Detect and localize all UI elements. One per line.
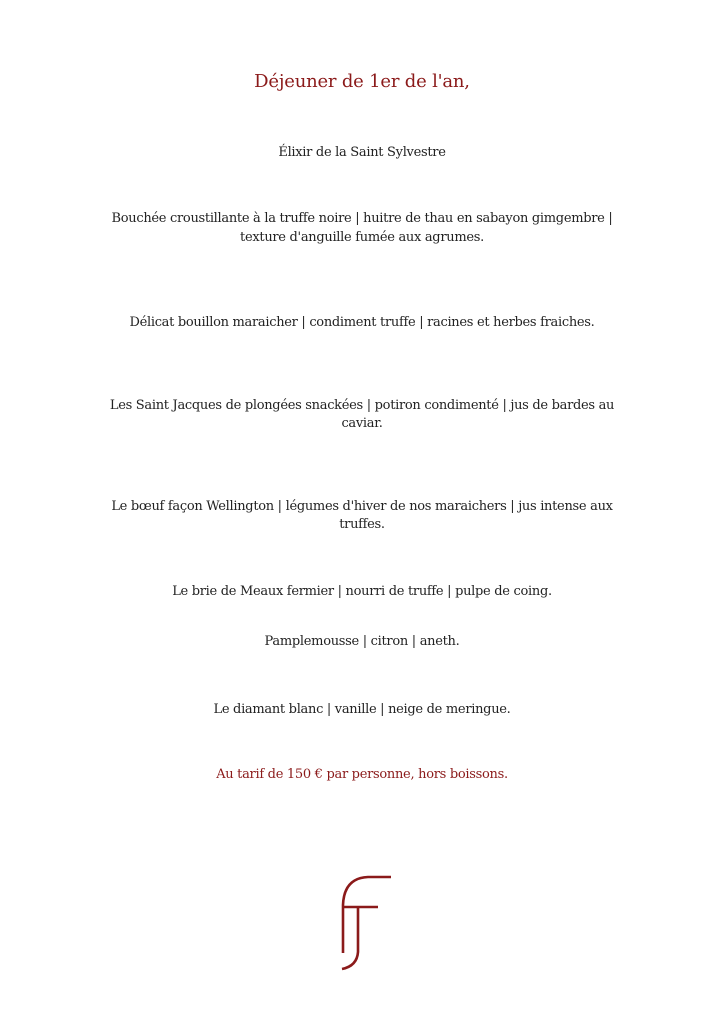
- course-bouillon: Délicat bouillon maraicher | condiment truffe | racines et herbes fraiches.: [129, 315, 595, 330]
- price-note: Au tarif de 150 € par personne, hors boissons.: [216, 767, 508, 782]
- course-boeuf-line-2: truffes.: [339, 517, 385, 532]
- course-fromage: Le brie de Meaux fermier | nourri de truffe | pulpe de coing.: [172, 584, 552, 599]
- course-saint-jacques-line-1: Les Saint Jacques de plongées snackées | potiron condimenté | jus de bardes au: [109, 398, 615, 413]
- fj-monogram-logo-icon: [310, 858, 410, 978]
- menu-title: Déjeuner de 1er de l'an,: [254, 71, 470, 92]
- course-amuse-line-1: Bouchée croustillante à la truffe noire | huitre de thau en sabayon gimgembre |: [111, 211, 613, 226]
- course-boeuf-line-1: Le bœuf façon Wellington | légumes d'hiver de nos maraichers | jus intense aux: [111, 499, 613, 514]
- course-dessert: Le diamant blanc | vanille | neige de meringue.: [213, 702, 511, 717]
- course-amuse-line-2: texture d'anguille fumée aux agrumes.: [240, 230, 484, 245]
- course-aperitif: Élixir de la Saint Sylvestre: [278, 145, 446, 160]
- course-saint-jacques-line-2: caviar.: [341, 416, 383, 431]
- course-pre-dessert: Pamplemousse | citron | aneth.: [264, 634, 460, 649]
